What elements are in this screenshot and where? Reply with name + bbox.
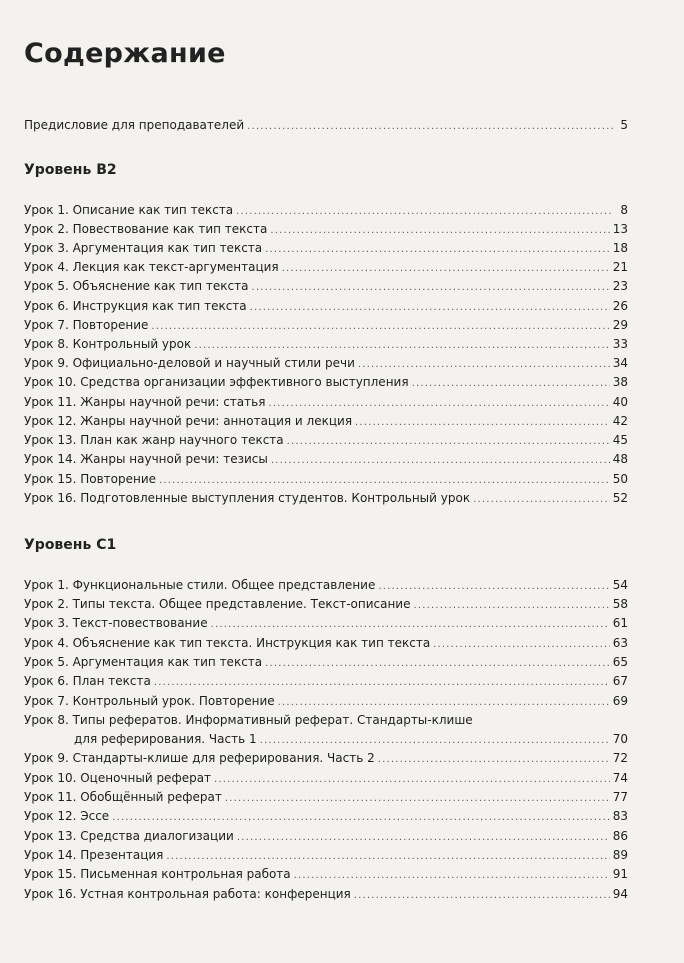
toc-entry-page: 65: [612, 655, 628, 669]
toc-entry-label: Урок 9. Официально-деловой и научный стили речи: [24, 356, 355, 370]
toc-entry-page: 38: [612, 375, 628, 389]
toc-entry-label: Урок 14. Жанры научной речи: тезисы: [24, 452, 268, 466]
toc-entry-page: 8: [620, 203, 628, 217]
toc-entry-label: Урок 4. Лекция как текст-аргументация: [24, 260, 279, 274]
toc-entry-label: Урок 10. Средства организации эффективного выступления: [24, 375, 409, 389]
toc-entry: [24, 373, 628, 391]
dot-leader: [268, 395, 609, 413]
toc-entry-page: 48: [612, 452, 628, 466]
toc-entry-label: Урок 1. Описание как тип текста: [24, 203, 234, 217]
dot-leader: [358, 356, 610, 374]
toc-entry-label: Урок 2. Повествование как тип текста: [24, 222, 268, 236]
dot-leader: [282, 260, 610, 278]
toc-entry: [24, 412, 628, 430]
toc-entry: [24, 614, 628, 632]
toc-entry: [24, 335, 628, 353]
toc-entry: [24, 827, 628, 845]
toc-entry-page: 77: [612, 790, 628, 804]
dot-leader: [473, 491, 610, 509]
toc-entry-label: Урок 4. Объяснение как тип текста. Инструкция как тип текста: [24, 636, 431, 650]
toc-entry-page: 74: [612, 771, 628, 785]
toc-entry-page: 34: [612, 356, 628, 370]
toc-entry-page: 58: [612, 597, 628, 611]
toc-entry-label: Урок 8. Контрольный урок: [24, 337, 192, 351]
toc-entry-label: Урок 16. Подготовленные выступления студентов. Контрольный урок: [24, 491, 471, 505]
toc-entry-page: 29: [612, 318, 628, 332]
toc-entry: [24, 489, 628, 507]
toc-entry: [24, 258, 628, 276]
dot-leader: [194, 337, 609, 355]
toc-entry-page: 89: [612, 848, 628, 862]
dot-leader: [251, 279, 609, 297]
toc-entry: [24, 450, 628, 468]
toc-entry: [24, 865, 628, 883]
toc-entry-page: 94: [612, 887, 628, 901]
toc-entry: [24, 788, 628, 806]
toc-entry: [24, 220, 628, 238]
toc-entry: [24, 201, 628, 219]
toc-entry-page: 42: [612, 414, 628, 428]
toc-entry-page: 83: [612, 809, 628, 823]
toc-entry: [24, 576, 628, 594]
toc-entry-page: 91: [612, 867, 628, 881]
dot-leader: [265, 241, 610, 259]
toc-entry-label: Урок 5. Аргументация как тип текста: [24, 655, 263, 669]
toc-entry-label: Урок 3. Аргументация как тип текста: [24, 241, 263, 255]
toc-entry-first-line: [24, 711, 628, 729]
toc-entry: [24, 239, 628, 257]
toc-entry-label: Урок 6. Инструкция как тип текста: [24, 299, 247, 313]
section-heading-c1: Уровень С1: [24, 537, 117, 553]
toc-entry-page: 23: [612, 279, 628, 293]
toc-entry-label: Урок 14. Презентация: [24, 848, 164, 862]
toc-entry-label: Урок 10. Оценочный реферат: [24, 771, 212, 785]
toc-entry-page: 52: [612, 491, 628, 505]
toc-entry-label: Предисловие для преподавателей: [24, 118, 245, 132]
toc-entry: [24, 470, 628, 488]
toc-entry-page: 86: [612, 829, 628, 843]
toc-entry-label: Урок 13. План как жанр научного текста: [24, 433, 284, 447]
toc-entry: [24, 354, 628, 372]
toc-entry-label: Урок 12. Жанры научной речи: аннотация и лекция: [24, 414, 353, 428]
toc-entry-page: 18: [612, 241, 628, 255]
toc-entry-label: Урок 6. План текста: [24, 674, 151, 688]
toc-entry-label: Урок 13. Средства диалогизации: [24, 829, 234, 843]
dot-leader: [112, 809, 610, 827]
dot-leader: [154, 674, 610, 692]
toc-entry-label: Урок 5. Объяснение как тип текста: [24, 279, 249, 293]
toc-entry: [24, 297, 628, 315]
dot-leader: [211, 616, 610, 634]
dot-leader: [414, 597, 610, 615]
toc-entry-page: 21: [612, 260, 628, 274]
dot-leader: [250, 299, 610, 317]
toc-entry-label: Урок 3. Текст-повествование: [24, 616, 208, 630]
dot-leader: [270, 222, 609, 240]
toc-entry-continuation: [74, 730, 628, 748]
toc-entry-label: Урок 12. Эссе: [24, 809, 110, 823]
dot-leader: [159, 472, 610, 490]
toc-entry: [24, 393, 628, 411]
dot-leader: [166, 848, 609, 866]
toc-entry-page: 69: [612, 694, 628, 708]
toc-entry-page: 40: [612, 395, 628, 409]
toc-entry-label: Урок 15. Письменная контрольная работа: [24, 867, 291, 881]
toc-entry-label: Урок 2. Типы текста. Общее представление. Текст-описание: [24, 597, 411, 611]
toc-entry-page: 13: [612, 222, 628, 236]
dot-leader: [355, 414, 610, 432]
toc-entry-page: 61: [612, 616, 628, 630]
dot-leader: [214, 771, 610, 789]
toc-entry-label: Урок 15. Повторение: [24, 472, 157, 486]
dot-leader: [247, 118, 613, 136]
toc-entry-page: 45: [612, 433, 628, 447]
dot-leader: [236, 203, 613, 221]
toc-entry-page: 70: [612, 732, 628, 746]
toc-entry-label: Урок 11. Жанры научной речи: статья: [24, 395, 266, 409]
dot-leader: [287, 433, 610, 451]
toc-entry: [24, 595, 628, 613]
toc-entry: [24, 431, 628, 449]
dot-leader: [294, 867, 610, 885]
dot-leader: [412, 375, 610, 393]
toc-entry-preface: [24, 116, 628, 134]
page-title: Содержание: [24, 38, 226, 69]
toc-entry: [24, 807, 628, 825]
toc-entry-label: Урок 8. Типы рефератов. Информативный реферат. Стандарты-клише: [24, 713, 473, 727]
toc-entry: [24, 277, 628, 295]
toc-entry: [24, 769, 628, 787]
toc-entry-label: Урок 16. Устная контрольная работа: конференция: [24, 887, 351, 901]
dot-leader: [237, 829, 610, 847]
dot-leader: [265, 655, 610, 673]
toc-entry-page: 67: [612, 674, 628, 688]
toc-entry: [24, 692, 628, 710]
section-heading-b2: Уровень В2: [24, 162, 117, 178]
toc-entry-page: 33: [612, 337, 628, 351]
toc-entry: [24, 749, 628, 767]
toc-entry-label: Урок 9. Стандарты-клише для реферирования. Часть 2: [24, 751, 375, 765]
toc-entry-label: Урок 1. Функциональные стили. Общее представление: [24, 578, 376, 592]
toc-entry: [24, 316, 628, 334]
dot-leader: [260, 732, 610, 750]
dot-leader: [151, 318, 609, 336]
toc-entry: [24, 653, 628, 671]
toc-entry-label: Урок 11. Обобщённый реферат: [24, 790, 222, 804]
dot-leader: [433, 636, 610, 654]
toc-entry-page: 50: [612, 472, 628, 486]
toc-entry: [24, 885, 628, 903]
toc-entry-label: Урок 7. Повторение: [24, 318, 149, 332]
dot-leader: [378, 578, 609, 596]
dot-leader: [354, 887, 610, 905]
toc-entry: [24, 846, 628, 864]
dot-leader: [378, 751, 610, 769]
toc-entry-page: 54: [612, 578, 628, 592]
toc-entry-page: 5: [620, 118, 628, 132]
toc-entry-page: 72: [612, 751, 628, 765]
dot-leader: [225, 790, 610, 808]
dot-leader: [278, 694, 610, 712]
dot-leader: [271, 452, 610, 470]
toc-entry: [24, 672, 628, 690]
toc-entry-label-continuation: для реферирования. Часть 1: [74, 732, 257, 746]
toc-entry-page: 63: [612, 636, 628, 650]
toc-entry-label: Урок 7. Контрольный урок. Повторение: [24, 694, 275, 708]
toc-entry-page: 26: [612, 299, 628, 313]
toc-entry: [24, 634, 628, 652]
